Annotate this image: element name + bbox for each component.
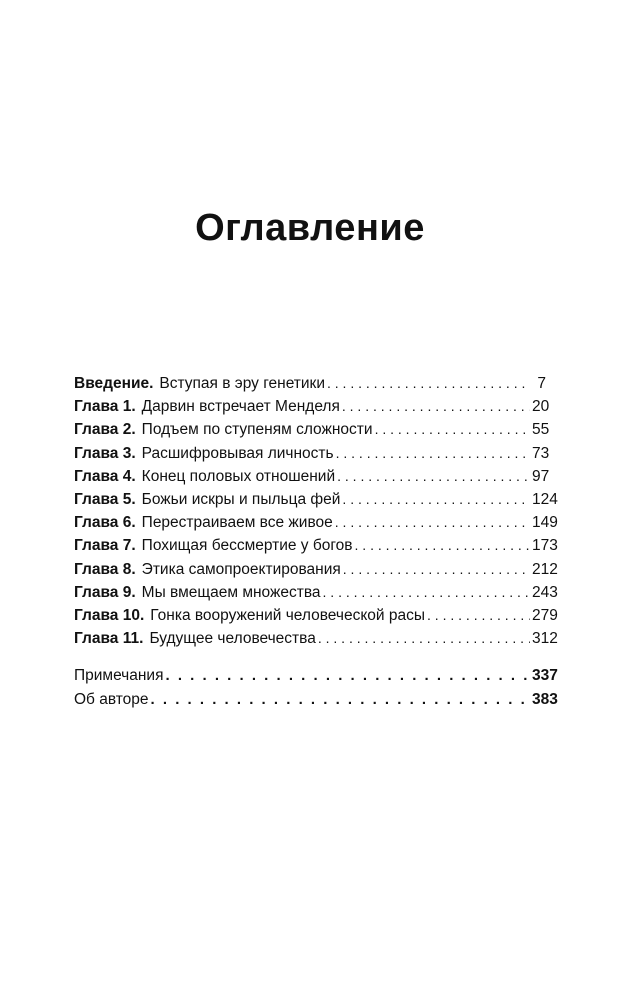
dot-leader (427, 604, 530, 627)
toc-entry-title: Подъем по ступеням сложности (141, 421, 373, 439)
toc-entry-about-author[interactable] (74, 688, 558, 712)
dot-leader (343, 558, 530, 581)
dot-leader (355, 534, 530, 557)
toc-entry-page: 243 (532, 583, 558, 601)
toc-entry-page: 337 (532, 667, 558, 684)
toc-entry-chapter-9[interactable] (74, 581, 558, 604)
toc-entry-chapter-8[interactable] (74, 558, 558, 581)
toc-entry-label: Глава 10. (74, 606, 145, 624)
toc-entry-page: 7 (537, 375, 546, 392)
dot-leader (337, 465, 530, 488)
toc-entry-label: Глава 8. (74, 560, 136, 578)
toc-entry-label: Глава 2. (74, 421, 136, 439)
dot-leader (342, 488, 530, 511)
toc-entry-page: 383 (532, 691, 558, 708)
toc-entry-page: 312 (532, 630, 558, 648)
dot-leader (336, 442, 530, 465)
toc-entry-introduction[interactable] (74, 372, 546, 395)
toc-entry-title: Дарвин встречает Менделя (141, 398, 340, 416)
toc-entry-title: Конец половых отношений (141, 467, 336, 485)
toc-entry-title: Будущее человечества (149, 630, 316, 648)
toc-entry-label: Глава 1. (74, 398, 136, 416)
dot-leader (327, 372, 530, 395)
table-of-contents (74, 372, 558, 650)
toc-entry-chapter-7[interactable] (74, 534, 558, 557)
toc-entry-title: Гонка вооружений человеческой расы (150, 606, 426, 624)
toc-entry-title: Похищая бессмертие у богов (141, 537, 353, 555)
toc-entry-page: 73 (532, 444, 550, 462)
toc-entry-title: Расшифровывая личность (141, 444, 334, 462)
toc-entry-page: 212 (532, 560, 558, 578)
dot-leader (342, 395, 530, 418)
toc-entry-label: Глава 5. (74, 490, 136, 508)
toc-entry-label: Глава 4. (74, 467, 136, 485)
toc-entry-label: Глава 11. (74, 630, 144, 648)
toc-entry-page: 20 (532, 398, 550, 416)
toc-entry-page: 55 (532, 421, 550, 439)
toc-entry-title: Мы вмещаем множества (141, 583, 321, 601)
toc-entry-chapter-1[interactable] (74, 395, 550, 418)
page-title: Оглавление (195, 207, 425, 250)
toc-entry-title: Вступая в эру генетики (159, 375, 325, 392)
dot-leader (335, 511, 530, 534)
toc-entry-chapter-4[interactable] (74, 465, 550, 488)
toc-entry-title: Об авторе (74, 691, 149, 708)
toc-entry-label: Глава 9. (74, 583, 136, 601)
toc-entry-label: Введение. (74, 375, 154, 392)
toc-entry-title: Перестраиваем все живое (141, 514, 333, 532)
toc-entry-chapter-3[interactable] (74, 442, 550, 465)
toc-entry-page: 173 (532, 537, 558, 555)
toc-entry-label: Глава 3. (74, 444, 136, 462)
toc-entry-page: 124 (532, 490, 558, 508)
toc-entry-chapter-5[interactable] (74, 488, 558, 511)
dot-leader (375, 418, 530, 441)
toc-entry-title: Примечания (74, 667, 164, 684)
toc-entry-chapter-11[interactable] (74, 627, 558, 650)
dot-leader (323, 581, 530, 604)
toc-entry-page: 279 (532, 606, 558, 624)
toc-entry-title: Этика самопроектирования (141, 560, 341, 578)
dot-leader (166, 664, 531, 688)
toc-entry-label: Глава 7. (74, 537, 136, 555)
toc-entry-page: 149 (532, 514, 558, 532)
toc-entry-notes[interactable] (74, 664, 558, 688)
toc-entry-chapter-2[interactable] (74, 418, 550, 441)
dot-leader (151, 688, 530, 712)
toc-entry-page: 97 (532, 467, 550, 485)
toc-entry-title: Божьи искры и пыльца фей (141, 490, 341, 508)
back-matter (74, 664, 558, 712)
toc-entry-chapter-10[interactable] (74, 604, 558, 627)
toc-entry-chapter-6[interactable] (74, 511, 558, 534)
toc-entry-label: Глава 6. (74, 514, 136, 532)
dot-leader (318, 627, 530, 650)
